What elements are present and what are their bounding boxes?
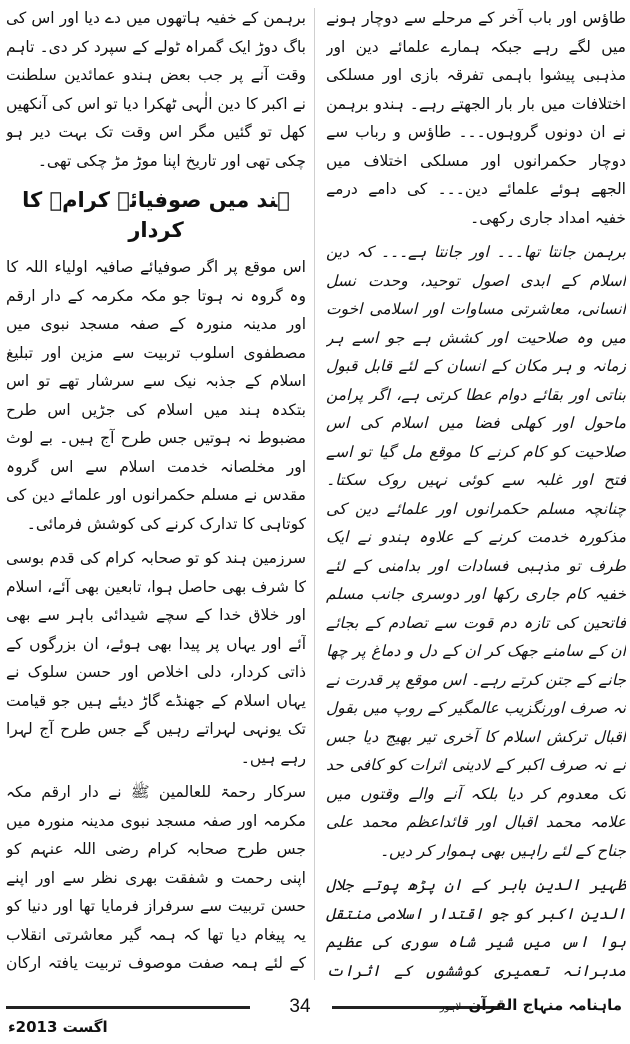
- left-column: [6, 4, 306, 984]
- masthead-title: ماہنامہ منہاج القرآن: [468, 996, 622, 1014]
- left-paragraph-1: اس موقع پر اگر صوفیائے صافیہ اولیاء اللہ کا وہ گروہ نہ ہوتا جو مکہ مکرمہ کے دار ارقم اور مدینہ منورہ کے صفہ مسجد نبوی میں مصطفوی اسلوب تربیت سے مزین اور تبلیغ اسلام کے جذبہ نیک سے سرشار تھے تو اس بتکدہ ہند میں اسلام کی جڑیں اس طرح مضبوط نہ ہوتیں جس طرح آج ہیں۔ بے لوث اور مخلصانہ خدمت اسلام سے اس گروہ مقدس نے مسلم حکمرانوں اور علمائے دین کی کوتاہی کا تدارک کرنے کی کوشش فرمائی۔: [6, 258, 306, 533]
- page-number: 34: [289, 996, 311, 1017]
- issue-date: اگست 2013ء: [8, 1018, 108, 1036]
- section-heading: ہند میں صوفیائے کرامؒ کا کردار: [22, 188, 290, 242]
- right-paragraph-2: برہمن جانتا تھا۔۔۔ اور جانتا ہے۔۔۔ کہ دین اسلام کے ابدی اصول توحید، وحدت نسل انسانی، معاشرتی مساوات اور اسلامی اخوت میں وہ صلاحیت اور کشش ہے جو اسے ہر زمانہ و ہر مکان کے انسان کے لئے قابل قبول بناتی اور بقائے دوام عطا کرتی ہے، اگر پرامن ماحول اور کھلی فضا میں اسلام کی اس صلاحیت کو کام کرنے کا موقع مل گیا تو اسے فتح اور غلبہ سے کوئی نہیں روک سکتا۔ چنانچہ مسلم حکمرانوں اور علمائے دین کی مذکورہ خدمت کرنے کے علاوہ ہندو نے ایک طرف تو مذہبی فسادات اور بدامنی کے لئے خفیہ کام جاری رکھا اور دوسری جانب مسلم فاتحین کی تازہ دم قوت سے تصادم کے بجائے ان کے سامنے جھک کر ان کے دل و دماغ پر چھا جانے کے جتن کرتے رہے۔ اس موقع پر قدرت نے نہ صرف اورنگزیب عالمگیر کے روپ میں بقول اقبال ترکش اسلام کا آخری تیر بھیج دیا جس نے نہ صرف اکبر کے لادینی اثرات کو کافی حد تک معدوم کر دیا بلکہ آنے والے وقتوں میں علامہ محمد اقبال اور قائداعظم محمد علی جناح کے لئے راہیں بھی ہموار کر دیں۔: [326, 243, 626, 860]
- right-paragraph-1: طاؤس اور باب آخر کے مرحلے سے دوچار ہونے میں لگے رہے جبکہ ہمارے علمائے دین اور مذہبی پیشوا باہمی تفرقہ بازی اور مسلکی اختلافات میں بار بار الجھتے رہے۔ ہندو برہمن نے ان دونوں گروہوں۔۔۔ طاؤس و رباب سے دوچار حکمرانوں اور مسلکی اختلاف میں الجھے ہوئے علمائے دین۔۔۔ کی دامے درمے خفیہ امداد جاری رکھی۔: [326, 9, 626, 227]
- page-footer: [0, 992, 630, 1036]
- right-column: [326, 4, 626, 984]
- masthead-city: لاہور: [439, 1002, 462, 1013]
- column-divider: [314, 8, 315, 980]
- footer-rule-left: [6, 1006, 250, 1009]
- left-paragraph-3: سرکار رحمۃ للعالمین ﷺ نے دار ارقم مکہ مکرمہ اور صفہ مسجد نبوی مدینہ منورہ میں جس طرح صحابہ کرام رضی اللہ عنہم کو اپنی رحمت و شفقت بھری نظر سے اور اپنے حسن تربیت سے سرفراز فرمایا تھا اور دنیا کو یہ پیغام دیا تھا کہ ہمہ گیر معاشرتی انقلاب کے لئے ہمہ صفت موصوف تربیت یافتہ ارکان: [6, 783, 306, 972]
- left-paragraph-continued: برہمن کے خفیہ ہاتھوں میں دے دیا اور اس کی باگ دوڑ ایک گمراہ ٹولے کے سپرد کر دی۔ تاہم وقت آنے پر جب بعض ہندو عمائدین سلطنت نے اکبر کا دین الٰہی ٹھکرا دیا تو اس کی آنکھیں کھل تو گئیں مگر اس وقت تک بہت دیر ہو چکی تھی اور تاریخ اپنا موڑ مڑ چکی تھی۔: [6, 9, 306, 170]
- magazine-masthead: [440, 996, 622, 1014]
- left-paragraph-2: سرزمین ہند کو تو صحابہ کرام کی قدم بوسی کا شرف بھی حاصل ہوا، تابعین بھی آئے، اسلام اور خلاق خدا کے سچے شیدائی باہر سے بھی آئے اور یہاں پر پیدا بھی ہوئے، ان بزرگوں کے ذاتی کردار، دلی اخلاص اور حسن سلوک نے یہاں اسلام کے جھنڈے گاڑ دیئے ہیں جو قیامت تک یونہی لہراتے رہیں گے جس طرح آج لہرا رہے ہیں۔: [6, 549, 306, 767]
- right-paragraph-3: ظہیر الدین بابر کے ان پڑھ پوتے جلال الدین اکبر کو جو اقتدار اسلامی منتقل ہوا اس میں شیر شاہ سوری کی عظیم مدبرانہ تعمیری کوششوں کے اثرات: [326, 876, 626, 980]
